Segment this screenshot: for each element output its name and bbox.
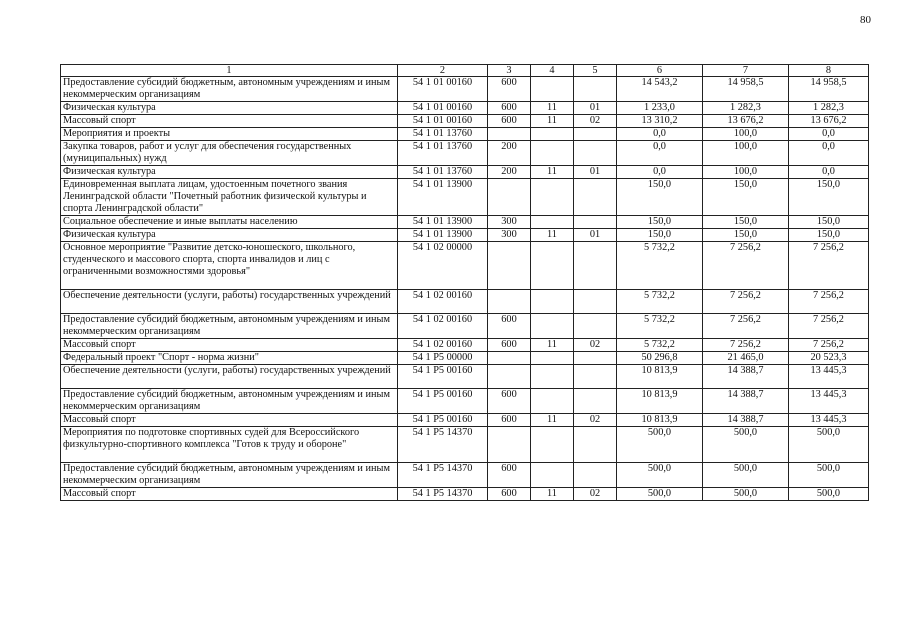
row-expense-type: 600 xyxy=(488,314,531,339)
row-amount-6: 500,0 xyxy=(617,488,703,501)
table-row xyxy=(61,290,869,314)
table-row xyxy=(61,389,869,414)
row-amount-6: 150,0 xyxy=(617,179,703,216)
row-section xyxy=(531,179,574,216)
row-amount-7: 14 388,7 xyxy=(703,365,789,389)
table-body xyxy=(61,77,869,501)
row-amount-6: 5 732,2 xyxy=(617,339,703,352)
header-col-2: 2 xyxy=(398,65,488,77)
row-name: Обеспечение деятельности (услуги, работы) государственных учреждений xyxy=(61,290,398,314)
row-amount-7: 500,0 xyxy=(703,427,789,463)
row-section xyxy=(531,128,574,141)
row-code: 54 1 02 00160 xyxy=(398,290,488,314)
row-subsection xyxy=(574,179,617,216)
row-amount-7: 21 465,0 xyxy=(703,352,789,365)
header-col-6: 6 xyxy=(617,65,703,77)
row-code: 54 1 01 13760 xyxy=(398,141,488,166)
row-code: 54 1 01 13900 xyxy=(398,229,488,242)
row-subsection: 02 xyxy=(574,414,617,427)
row-amount-6: 0,0 xyxy=(617,166,703,179)
table-row xyxy=(61,242,869,290)
row-amount-6: 13 310,2 xyxy=(617,115,703,128)
row-section: 11 xyxy=(531,414,574,427)
table-row xyxy=(61,463,869,488)
row-amount-6: 10 813,9 xyxy=(617,365,703,389)
row-section xyxy=(531,141,574,166)
row-section xyxy=(531,463,574,488)
row-code: 54 1 01 00160 xyxy=(398,77,488,102)
row-amount-7: 150,0 xyxy=(703,216,789,229)
row-expense-type xyxy=(488,365,531,389)
row-amount-7: 14 388,7 xyxy=(703,414,789,427)
row-expense-type: 600 xyxy=(488,102,531,115)
row-amount-8: 0,0 xyxy=(789,141,869,166)
table-row xyxy=(61,339,869,352)
row-expense-type: 300 xyxy=(488,216,531,229)
row-section xyxy=(531,290,574,314)
row-amount-7: 100,0 xyxy=(703,166,789,179)
row-amount-8: 500,0 xyxy=(789,463,869,488)
row-expense-type: 300 xyxy=(488,229,531,242)
row-amount-8: 500,0 xyxy=(789,488,869,501)
row-name: Массовый спорт xyxy=(61,115,398,128)
row-amount-7: 1 282,3 xyxy=(703,102,789,115)
row-amount-7: 100,0 xyxy=(703,141,789,166)
row-expense-type: 600 xyxy=(488,488,531,501)
row-subsection xyxy=(574,242,617,290)
row-amount-7: 13 676,2 xyxy=(703,115,789,128)
row-code: 54 1 02 00160 xyxy=(398,339,488,352)
row-amount-7: 7 256,2 xyxy=(703,242,789,290)
row-name: Массовый спорт xyxy=(61,488,398,501)
table-row xyxy=(61,102,869,115)
row-code: 54 1 01 13760 xyxy=(398,128,488,141)
row-expense-type: 600 xyxy=(488,115,531,128)
row-code: 54 1 01 00160 xyxy=(398,102,488,115)
row-amount-8: 0,0 xyxy=(789,166,869,179)
header-col-1: 1 xyxy=(61,65,398,77)
row-code: 54 1 02 00000 xyxy=(398,242,488,290)
row-amount-8: 14 958,5 xyxy=(789,77,869,102)
table-row xyxy=(61,216,869,229)
row-section: 11 xyxy=(531,229,574,242)
row-expense-type: 600 xyxy=(488,463,531,488)
row-subsection xyxy=(574,352,617,365)
table-row xyxy=(61,141,869,166)
row-name: Массовый спорт xyxy=(61,339,398,352)
row-code: 54 1 02 00160 xyxy=(398,314,488,339)
row-section xyxy=(531,216,574,229)
row-amount-6: 500,0 xyxy=(617,463,703,488)
row-subsection xyxy=(574,427,617,463)
row-amount-8: 7 256,2 xyxy=(789,314,869,339)
row-subsection xyxy=(574,128,617,141)
row-amount-7: 7 256,2 xyxy=(703,290,789,314)
row-name: Предоставление субсидий бюджетным, автономным учреждениям и иным некоммерческим организациям xyxy=(61,77,398,102)
budget-table xyxy=(60,64,869,501)
row-subsection xyxy=(574,77,617,102)
row-section xyxy=(531,314,574,339)
row-amount-7: 100,0 xyxy=(703,128,789,141)
row-subsection: 01 xyxy=(574,102,617,115)
row-amount-7: 500,0 xyxy=(703,463,789,488)
row-amount-8: 13 445,3 xyxy=(789,389,869,414)
row-expense-type: 600 xyxy=(488,414,531,427)
row-amount-7: 14 388,7 xyxy=(703,389,789,414)
row-subsection xyxy=(574,216,617,229)
row-name: Массовый спорт xyxy=(61,414,398,427)
row-code: 54 1 01 13900 xyxy=(398,216,488,229)
row-section xyxy=(531,352,574,365)
row-name: Социальное обеспечение и иные выплаты населению xyxy=(61,216,398,229)
row-amount-8: 150,0 xyxy=(789,216,869,229)
row-amount-8: 500,0 xyxy=(789,427,869,463)
row-section xyxy=(531,365,574,389)
row-subsection xyxy=(574,389,617,414)
row-section: 11 xyxy=(531,339,574,352)
row-amount-7: 14 958,5 xyxy=(703,77,789,102)
row-code: 54 1 P5 14370 xyxy=(398,427,488,463)
row-subsection: 01 xyxy=(574,229,617,242)
row-expense-type xyxy=(488,352,531,365)
row-name: Закупка товаров, работ и услуг для обеспечения государственных (муниципальных) нужд xyxy=(61,141,398,166)
table-row xyxy=(61,314,869,339)
row-code: 54 1 P5 14370 xyxy=(398,488,488,501)
row-name: Мероприятия и проекты xyxy=(61,128,398,141)
row-section xyxy=(531,242,574,290)
row-code: 54 1 P5 14370 xyxy=(398,463,488,488)
row-expense-type: 200 xyxy=(488,166,531,179)
row-amount-7: 7 256,2 xyxy=(703,314,789,339)
row-amount-6: 5 732,2 xyxy=(617,290,703,314)
table-row xyxy=(61,77,869,102)
row-amount-7: 7 256,2 xyxy=(703,339,789,352)
row-amount-6: 10 813,9 xyxy=(617,389,703,414)
row-section: 11 xyxy=(531,102,574,115)
row-expense-type xyxy=(488,290,531,314)
row-expense-type: 200 xyxy=(488,141,531,166)
row-amount-8: 0,0 xyxy=(789,128,869,141)
row-expense-type: 600 xyxy=(488,339,531,352)
table-row xyxy=(61,115,869,128)
row-name: Физическая культура xyxy=(61,229,398,242)
row-name: Предоставление субсидий бюджетным, автономным учреждениям и иным некоммерческим организациям xyxy=(61,314,398,339)
row-subsection: 02 xyxy=(574,488,617,501)
table-row xyxy=(61,414,869,427)
row-amount-7: 500,0 xyxy=(703,488,789,501)
header-col-7: 7 xyxy=(703,65,789,77)
row-subsection xyxy=(574,463,617,488)
row-subsection: 01 xyxy=(574,166,617,179)
header-col-8: 8 xyxy=(789,65,869,77)
header-col-3: 3 xyxy=(488,65,531,77)
row-code: 54 1 01 00160 xyxy=(398,115,488,128)
row-subsection xyxy=(574,365,617,389)
row-amount-7: 150,0 xyxy=(703,229,789,242)
page-number: 80 xyxy=(860,14,871,26)
row-name: Предоставление субсидий бюджетным, автономным учреждениям и иным некоммерческим организациям xyxy=(61,463,398,488)
row-name: Физическая культура xyxy=(61,102,398,115)
row-amount-8: 13 445,3 xyxy=(789,414,869,427)
table-row xyxy=(61,352,869,365)
row-subsection xyxy=(574,141,617,166)
row-code: 54 1 P5 00160 xyxy=(398,414,488,427)
row-section xyxy=(531,389,574,414)
row-name: Обеспечение деятельности (услуги, работы) государственных учреждений xyxy=(61,365,398,389)
row-amount-6: 5 732,2 xyxy=(617,242,703,290)
row-expense-type xyxy=(488,179,531,216)
table-row xyxy=(61,166,869,179)
row-expense-type xyxy=(488,242,531,290)
table-row xyxy=(61,179,869,216)
table-row xyxy=(61,427,869,463)
row-section xyxy=(531,427,574,463)
row-code: 54 1 P5 00160 xyxy=(398,365,488,389)
row-amount-8: 7 256,2 xyxy=(789,339,869,352)
row-subsection xyxy=(574,290,617,314)
header-col-4: 4 xyxy=(531,65,574,77)
table-row xyxy=(61,488,869,501)
row-code: 54 1 01 13760 xyxy=(398,166,488,179)
row-expense-type xyxy=(488,128,531,141)
row-name: Федеральный проект "Спорт - норма жизни" xyxy=(61,352,398,365)
row-subsection: 02 xyxy=(574,115,617,128)
table-row xyxy=(61,128,869,141)
row-amount-8: 150,0 xyxy=(789,179,869,216)
table-row xyxy=(61,229,869,242)
row-expense-type: 600 xyxy=(488,389,531,414)
row-amount-8: 7 256,2 xyxy=(789,290,869,314)
row-amount-6: 500,0 xyxy=(617,427,703,463)
row-amount-6: 0,0 xyxy=(617,128,703,141)
row-name: Физическая культура xyxy=(61,166,398,179)
row-name: Предоставление субсидий бюджетным, автономным учреждениям и иным некоммерческим организациям xyxy=(61,389,398,414)
row-amount-6: 150,0 xyxy=(617,216,703,229)
row-amount-6: 0,0 xyxy=(617,141,703,166)
row-expense-type: 600 xyxy=(488,77,531,102)
header-row xyxy=(61,65,869,77)
row-amount-8: 13 445,3 xyxy=(789,365,869,389)
row-name: Мероприятия по подготовке спортивных судей для Всероссийского физкультурно-спортивного комплекса "Готов к труду и обороне" xyxy=(61,427,398,463)
row-amount-8: 7 256,2 xyxy=(789,242,869,290)
row-code: 54 1 01 13900 xyxy=(398,179,488,216)
row-name: Единовременная выплата лицам, удостоенным почетного звания Ленинградской области "Почетный работник физической культуры и спорта Ленинградской области" xyxy=(61,179,398,216)
row-name: Основное мероприятие "Развитие детско-юношеского, школьного, студенческого и массового спорта, спорта инвалидов и лиц с ограниченными возможностями здоровья" xyxy=(61,242,398,290)
row-section: 11 xyxy=(531,115,574,128)
row-amount-6: 5 732,2 xyxy=(617,314,703,339)
row-amount-6: 14 543,2 xyxy=(617,77,703,102)
row-subsection: 02 xyxy=(574,339,617,352)
row-code: 54 1 P5 00160 xyxy=(398,389,488,414)
row-amount-8: 20 523,3 xyxy=(789,352,869,365)
row-expense-type xyxy=(488,427,531,463)
row-amount-8: 150,0 xyxy=(789,229,869,242)
row-code: 54 1 P5 00000 xyxy=(398,352,488,365)
row-section xyxy=(531,77,574,102)
row-amount-6: 10 813,9 xyxy=(617,414,703,427)
row-amount-6: 50 296,8 xyxy=(617,352,703,365)
row-amount-7: 150,0 xyxy=(703,179,789,216)
header-col-5: 5 xyxy=(574,65,617,77)
row-amount-8: 1 282,3 xyxy=(789,102,869,115)
row-amount-6: 150,0 xyxy=(617,229,703,242)
row-subsection xyxy=(574,314,617,339)
table-row xyxy=(61,365,869,389)
row-amount-6: 1 233,0 xyxy=(617,102,703,115)
row-amount-8: 13 676,2 xyxy=(789,115,869,128)
row-section: 11 xyxy=(531,166,574,179)
row-section: 11 xyxy=(531,488,574,501)
